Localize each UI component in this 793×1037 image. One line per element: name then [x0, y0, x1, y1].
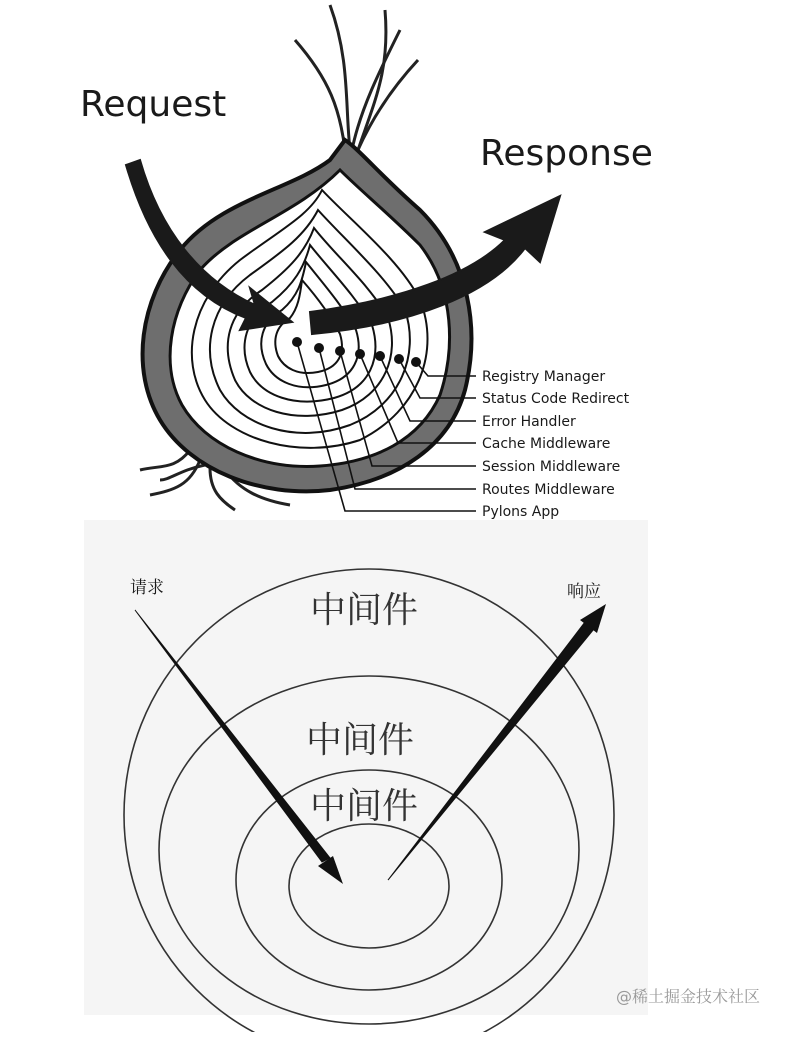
response-cn-label: 响应: [567, 582, 601, 602]
outer-middleware-label: 中间件: [310, 590, 419, 631]
layer-label: Session Middleware: [482, 459, 621, 475]
onion-illustration: [80, 5, 653, 520]
inner-middleware-label: 中间件: [310, 786, 419, 827]
layer-label: Registry Manager: [482, 369, 606, 385]
onion-sprout: [295, 5, 418, 152]
layer-label: Pylons App: [482, 504, 560, 520]
watermark: @稀土掘金技术社区: [616, 987, 761, 1006]
response-label: Response: [480, 133, 653, 174]
onion-layer-labels: [482, 369, 630, 520]
middle-middleware-label: 中间件: [306, 720, 415, 761]
layer-label: Error Handler: [482, 414, 576, 430]
request-cn-label: 请求: [130, 578, 164, 598]
layer-label: Cache Middleware: [482, 436, 611, 452]
request-label: Request: [80, 84, 227, 125]
layer-label: Routes Middleware: [482, 482, 615, 498]
concentric-diagram: [84, 520, 648, 1032]
layer-label: Status Code Redirect: [482, 391, 630, 407]
